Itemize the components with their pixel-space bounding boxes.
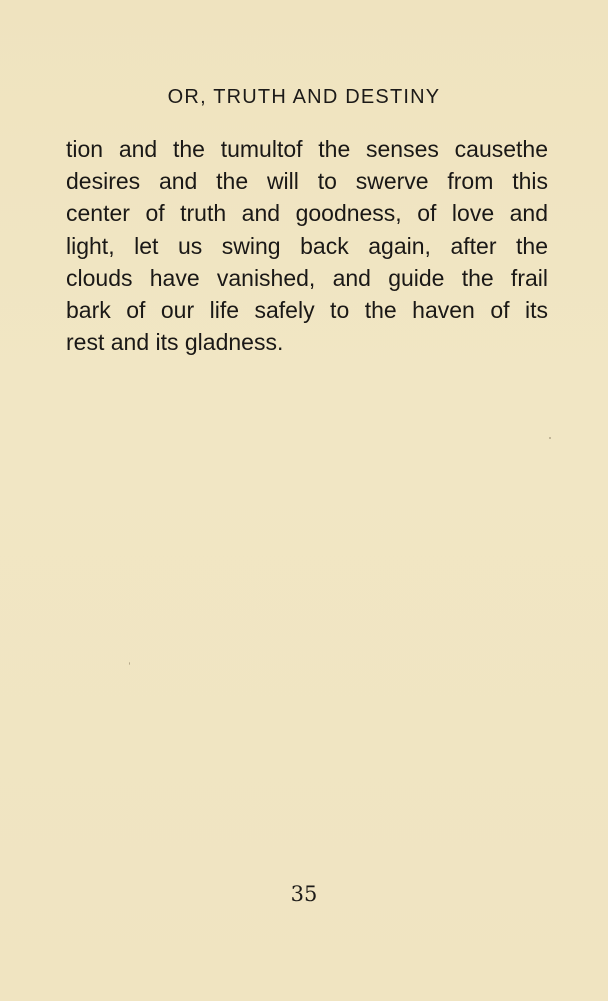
text-line: rest and its gladness. [66,329,284,356]
body-paragraph [66,133,548,358]
text-line: clouds have vanished, and guide the frail [66,264,548,291]
paper-speck [129,662,130,665]
running-head: OR, TRUTH AND DESTINY [167,86,441,108]
paper-speck [549,437,551,439]
text-line: bark of our life safely to the haven of its [66,297,548,324]
text-line: center of truth and goodness, of love and [66,200,548,227]
page-number: 35 [290,882,318,906]
text-line: desires and the will to swerve from this [66,168,548,195]
text-line: light, let us swing back again, after the [66,232,548,259]
text-line: tion and the tumultof the senses causethe [66,136,548,162]
